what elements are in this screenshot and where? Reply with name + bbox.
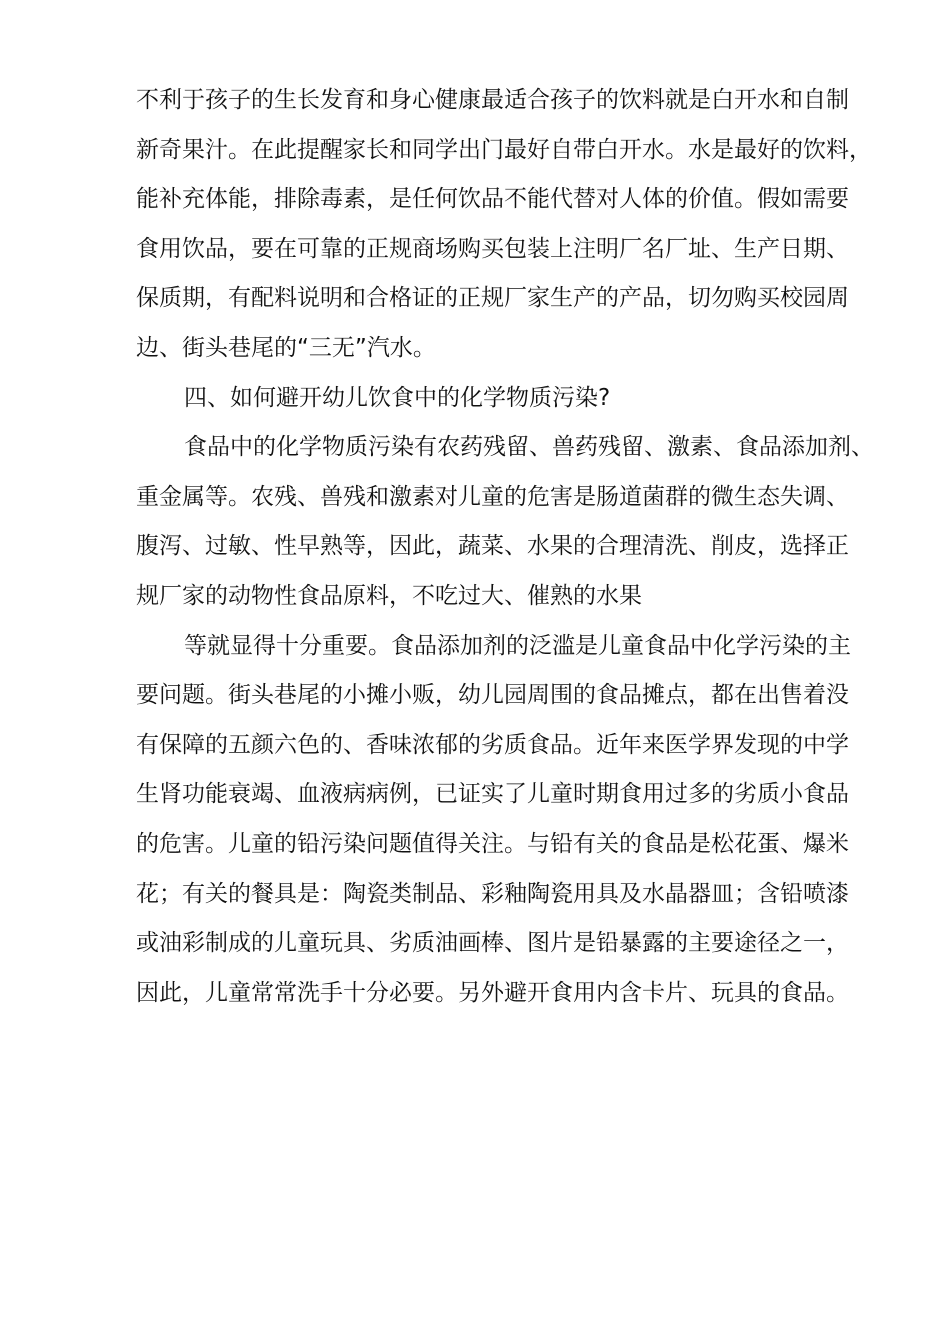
paragraph-first-line: 食品中的化学物质污染有农药残留、兽药残留、激素、食品添加剂、 [184,434,874,461]
text-line: 花；有关的餐具是：陶瓷类制品、彩釉陶瓷用具及水晶器皿；含铅喷漆 [136,880,849,907]
paragraph-first-line: 等就显得十分重要。食品添加剂的泛滥是儿童食品中化学污染的主 [184,632,851,659]
text-line: 有保障的五颜六色的、香味浓郁的劣质食品。近年来医学界发现的中学 [136,731,849,758]
text-line: 生肾功能衰竭、血液病病例，已证实了儿童时期食用过多的劣质小食品 [136,781,849,808]
text-line: 新奇果汁。在此提醒家长和同学出门最好自带白开水。水是最好的饮料， [136,136,872,163]
text-line: 重金属等。农残、兽残和激素对儿童的危害是肠道菌群的微生态失调、 [136,483,849,510]
text-line: 不利于孩子的生长发育和身心健康最适合孩子的饮料就是白开水和自制 [136,87,849,113]
text-line: 能补充体能，排除毒素，是任何饮品不能代替对人体的价值。假如需要 [136,186,849,213]
text-line: 或油彩制成的儿童玩具、劣质油画棒、图片是铅暴露的主要途径之一， [136,930,849,957]
text-line: 边、街头巷尾的“三无”汽水。 [136,334,436,361]
text-line: 保质期，有配料说明和合格证的正规厂家生产的产品，切勿购买校园周 [136,285,849,312]
text-line: 的危害。儿童的铅污染问题值得关注。与铅有关的食品是松花蛋、爆米 [136,830,849,857]
paragraph-first-line: 四、如何避开幼儿饮食中的化学物质污染? [184,384,611,411]
text-line: 规厂家的动物性食品原料，不吃过大、催熟的水果 [136,582,642,609]
text-line: 因此，儿童常常洗手十分必要。另外避开食用内含卡片、玩具的食品。 [136,979,849,1006]
text-line: 食用饮品，要在可靠的正规商场购买包装上注明厂名厂址、生产日期、 [136,235,849,262]
body-text [136,76,874,1018]
text-line: 要问题。街头巷尾的小摊小贩，幼儿园周围的食品摊点，都在出售着没 [136,682,849,709]
text-line: 腹泻、过敏、性早熟等，因此，蔬菜、水果的合理清洗、削皮，选择正 [136,533,849,560]
